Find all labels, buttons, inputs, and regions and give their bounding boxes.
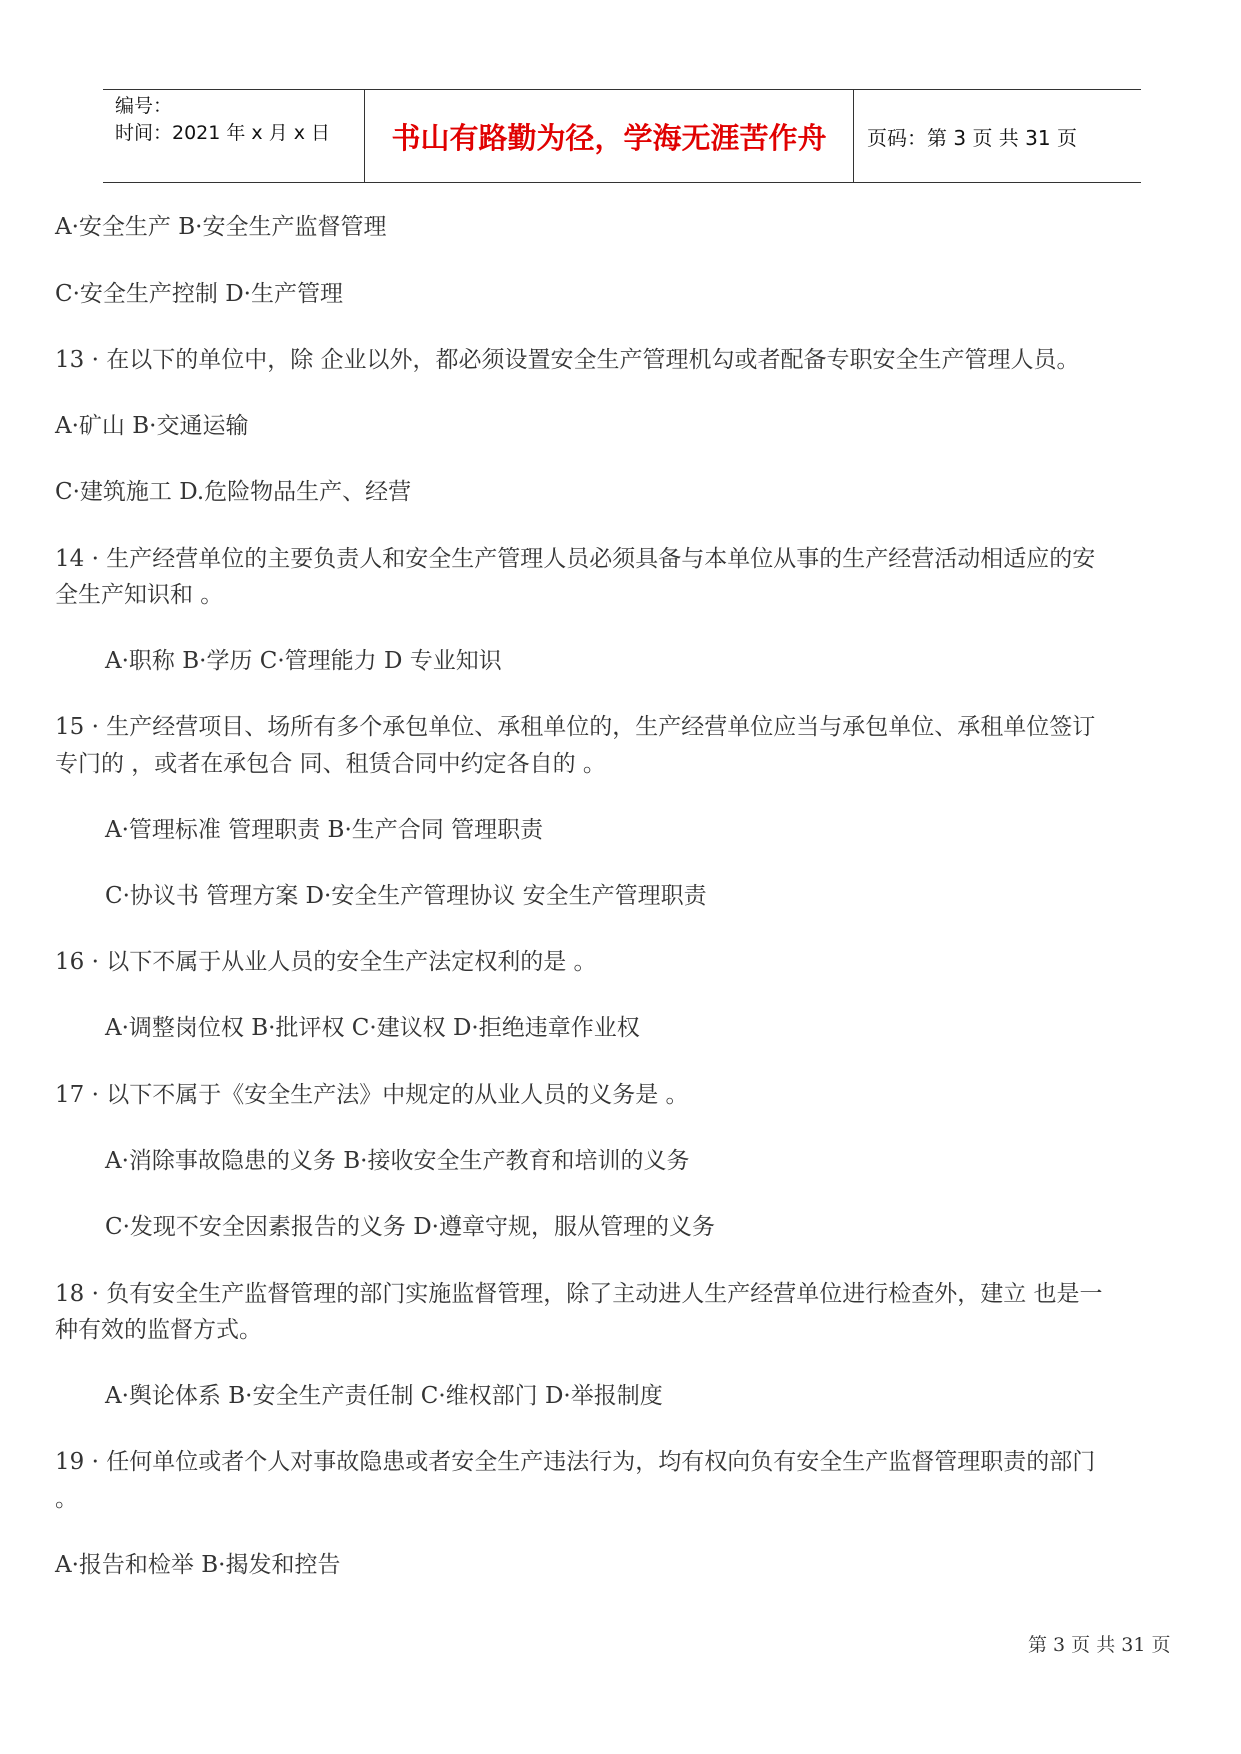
option-line: A·矿山 B·交通运输 <box>55 413 249 439</box>
document-number-label: 编号： <box>115 95 173 117</box>
document-time-label: 时间：2021 年 x 月 x 日 <box>115 122 331 144</box>
option-line: A·管理标准 管理职责 B·生产合同 管理职责 <box>105 817 544 843</box>
question-18-cont: 种有效的监督方式。 <box>55 1317 262 1343</box>
header-motto: 书山有路勤为径，学海无涯苦作舟 <box>365 90 854 182</box>
option-line: C·建筑施工 D.危险物品生产、经营 <box>55 479 412 505</box>
option-line: A·报告和检举 B·揭发和控告 <box>55 1552 341 1578</box>
page-header <box>103 89 1141 183</box>
header-meta <box>103 90 365 182</box>
option-line: A·职称 B·学历 C·管理能力 D 专业知识 <box>105 648 502 674</box>
question-19-cont: 。 <box>55 1486 78 1512</box>
question-17: 17 · 以下不属于《安全生产法》中规定的从业人员的义务是 。 <box>55 1082 689 1108</box>
option-line: A·消除事故隐患的义务 B·接收安全生产教育和培训的义务 <box>105 1148 690 1174</box>
question-15-cont: 专门的 ，或者在承包合 同、租赁合同中约定各自的 。 <box>55 751 606 777</box>
option-line: A·安全生产 B·安全生产监督管理 <box>55 214 387 240</box>
question-18: 18 · 负有安全生产监督管理的部门实施监督管理，除了主动进人生产经营单位进行检查外，建立 也是一 <box>55 1281 1103 1307</box>
question-13: 13 · 在以下的单位中，除 企业以外，都必须设置安全生产管理机勾或者配备专职安全生产管理人员。 <box>55 347 1080 373</box>
page-footer: 第 3 页 共 31 页 <box>1028 1634 1171 1656</box>
question-15: 15 · 生产经营项目、场所有多个承包单位、承租单位的，生产经营单位应当与承包单位、承租单位签订 <box>55 714 1096 740</box>
question-14-cont: 全生产知识和 。 <box>55 582 224 608</box>
option-line: A·舆论体系 B·安全生产责任制 C·维权部门 D·举报制度 <box>105 1383 663 1409</box>
question-16: 16 · 以下不属于从业人员的安全生产法定权利的是 。 <box>55 949 597 975</box>
header-page-info: 页码：第 3 页 共 31 页 <box>867 125 1077 150</box>
option-line: C·协议书 管理方案 D·安全生产管理协议 安全生产管理职责 <box>105 883 707 909</box>
option-line: C·安全生产控制 D·生产管理 <box>55 281 343 307</box>
option-line: C·发现不安全因素报告的义务 D·遵章守规，服从管理的义务 <box>105 1214 715 1240</box>
option-line: A·调整岗位权 B·批评权 C·建议权 D·拒绝违章作业权 <box>105 1015 640 1041</box>
question-14: 14 · 生产经营单位的主要负责人和安全生产管理人员必须具备与本单位从事的生产经营活动相适应的安 <box>55 546 1096 572</box>
question-19: 19 · 任何单位或者个人对事故隐患或者安全生产违法行为，均有权向负有安全生产监督管理职责的部门 <box>55 1449 1096 1475</box>
